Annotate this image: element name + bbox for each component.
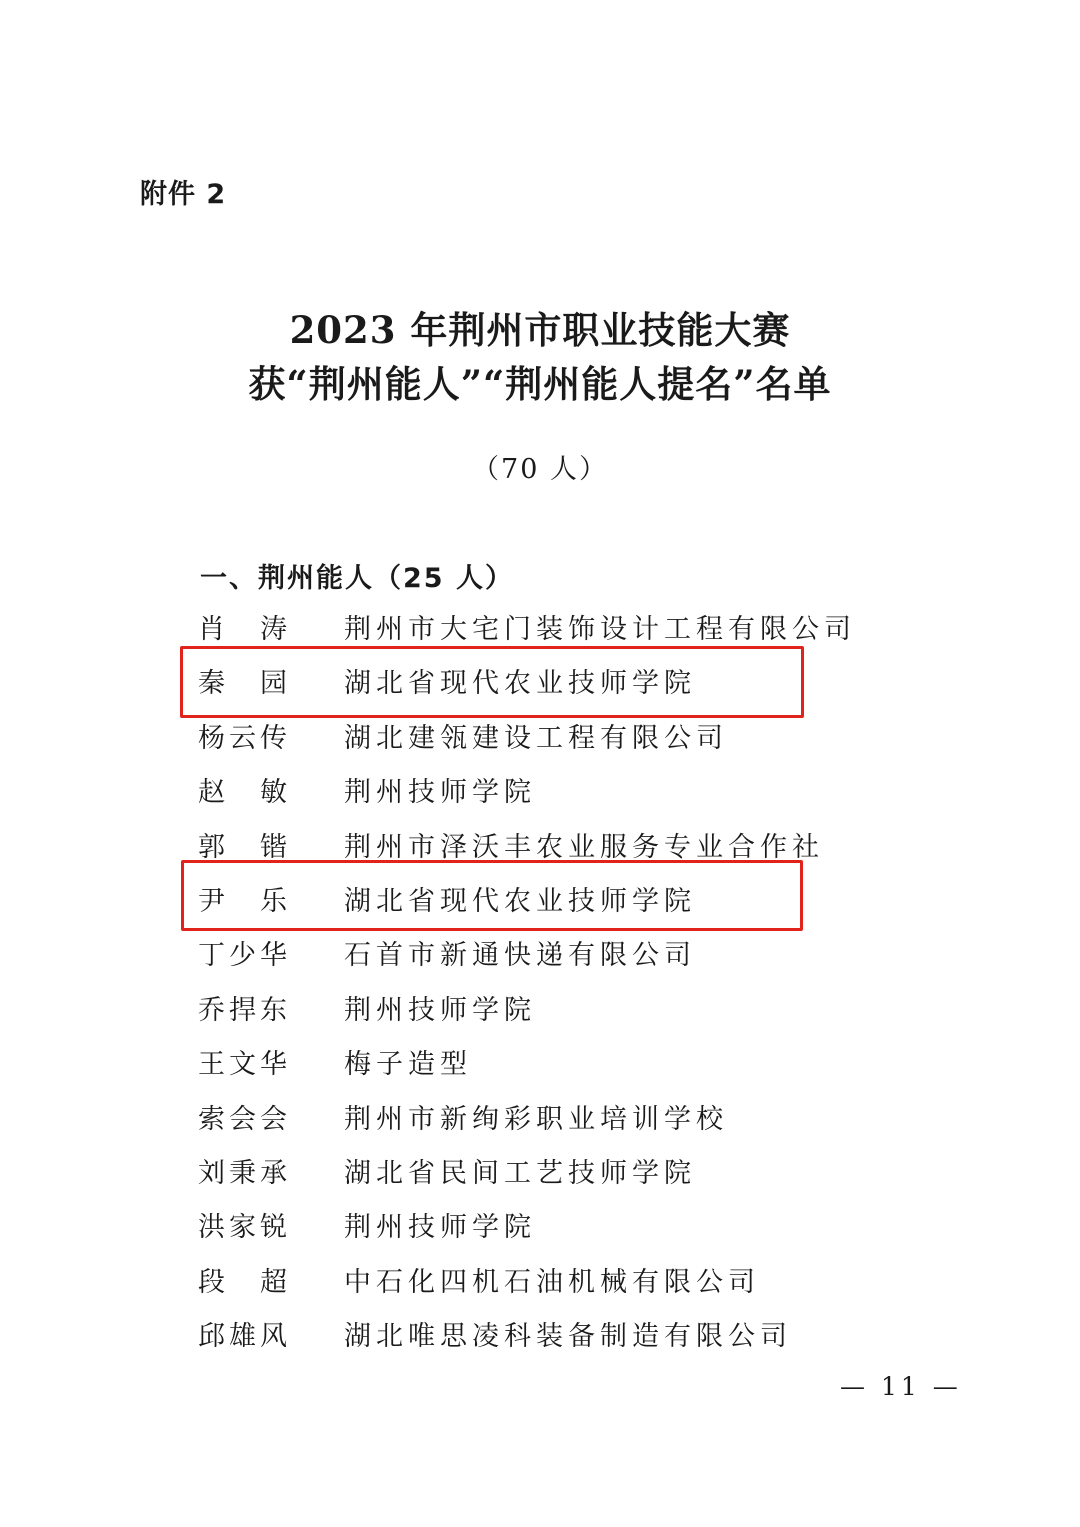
highlight-box-row-6 <box>181 860 803 931</box>
list-item <box>198 1201 918 1255</box>
person-name: 尹 乐 <box>198 885 291 917</box>
list-item <box>198 929 918 983</box>
list-item <box>198 712 918 766</box>
total-count: （70 人） <box>472 454 608 485</box>
person-name: 段 超 <box>198 1266 291 1298</box>
person-name: 洪家锐 <box>198 1212 291 1244</box>
organization-name: 荆州市大宅门装饰设计工程有限公司 <box>344 614 856 645</box>
page-number: — 11 — <box>840 1372 962 1401</box>
person-name: 乔捍东 <box>198 994 291 1026</box>
organization-name: 湖北省现代农业技师学院 <box>344 668 696 700</box>
organization-name: 荆州市新绚彩职业培训学校 <box>344 1103 728 1135</box>
person-name: 邱雄风 <box>198 1321 291 1353</box>
organization-name: 荆州技师学院 <box>344 994 536 1026</box>
organization-name: 荆州技师学院 <box>344 1212 536 1244</box>
list-item <box>198 766 918 820</box>
organization-name: 湖北省民间工艺技师学院 <box>344 1157 696 1189</box>
organization-name: 石首市新通快递有限公司 <box>344 940 696 972</box>
person-name: 郭 锴 <box>198 831 291 863</box>
organization-name: 湖北唯思凌科装备制造有限公司 <box>344 1321 792 1353</box>
highlight-box-row-2 <box>180 646 804 718</box>
person-name: 索会会 <box>198 1103 291 1135</box>
person-name: 赵 敏 <box>198 777 291 809</box>
person-name: 丁少华 <box>198 940 291 972</box>
list-item <box>198 1256 918 1310</box>
document-title-line-1: 2023 年荆州市职业技能大赛 <box>289 308 791 352</box>
list-item <box>198 1310 918 1364</box>
person-name: 秦 园 <box>198 668 291 700</box>
list-item <box>198 1038 918 1092</box>
list-item <box>198 984 918 1038</box>
list-item <box>198 1147 918 1201</box>
person-name: 杨云传 <box>198 722 291 754</box>
list-item <box>198 1093 918 1147</box>
attachment-label: 附件 2 <box>140 179 227 210</box>
organization-name: 梅子造型 <box>344 1049 472 1081</box>
person-name: 刘秉承 <box>198 1157 291 1189</box>
person-name: 王文华 <box>198 1049 291 1081</box>
person-name: 肖 涛 <box>198 614 291 645</box>
organization-name: 中石化四机石油机械有限公司 <box>344 1266 760 1298</box>
organization-name: 荆州技师学院 <box>344 777 536 809</box>
section-heading: 一、荆州能人（25 人） <box>200 563 514 594</box>
document-title-line-2: 获“荆州能人”“荆州能人提名”名单 <box>248 362 832 406</box>
organization-name: 荆州市泽沃丰农业服务专业合作社 <box>344 831 824 863</box>
organization-name: 湖北省现代农业技师学院 <box>344 885 696 917</box>
organization-name: 湖北建瓴建设工程有限公司 <box>344 722 728 754</box>
